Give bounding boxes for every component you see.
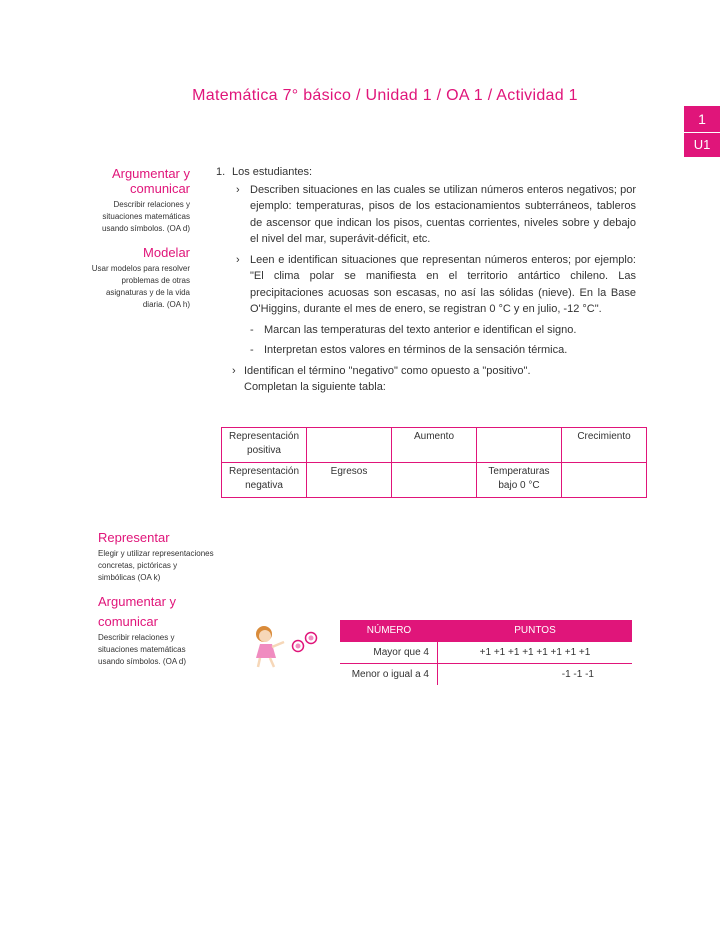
dash-icon: - xyxy=(250,323,254,336)
bullet-item xyxy=(216,182,636,248)
bullet-text: Leen e identifican situaciones que representan números enteros; por ejemplo: "El clima polar se manifiesta en el territorio antártico chileno. Las precipitaciones acuosas son escasas, no así las sólidas (nieve). En la Base O'Higgins, durante el mes de enero, se registran 0 °C y en julio, -12 °C". xyxy=(250,253,636,315)
skill-description: Describir relaciones y situaciones matemáticas usando símbolos. (OA d) xyxy=(98,633,187,666)
sub-item xyxy=(216,322,636,339)
table-header xyxy=(340,620,632,642)
skill-heading: Argumentar y comunicar xyxy=(111,166,190,196)
activity-content xyxy=(216,164,636,396)
skill-heading: Argumentar y comunicar xyxy=(98,594,177,629)
table-cell: Crecimiento xyxy=(562,428,647,463)
unit-tab-label: U1 xyxy=(693,137,711,152)
chevron-right-icon: › xyxy=(232,364,236,377)
page-title: Matemática 7° básico / Unidad 1 / OA 1 / Actividad 1 xyxy=(192,87,578,104)
item-text: Los estudiantes: xyxy=(232,166,313,178)
table-cell: +1 +1 +1 +1 +1 +1 +1 +1 xyxy=(479,647,591,658)
table-row xyxy=(340,642,632,664)
table-cell: Mayor que 4 xyxy=(340,642,438,663)
table-cell xyxy=(307,428,392,463)
bullet-text: Completan la siguiente tabla: xyxy=(244,381,386,393)
table-cell: Representación negativa xyxy=(222,463,307,498)
skill-description: Usar modelos para resolver problemas de otras asignaturas y de la vida diaria. (OA h) xyxy=(91,264,190,309)
item-number: 1. xyxy=(216,166,226,178)
table-cell: Temperaturas bajo 0 °C xyxy=(477,463,562,498)
sub-item xyxy=(216,342,636,359)
table-cell xyxy=(392,463,477,498)
table-cell: -1 -1 -1 xyxy=(561,669,594,680)
bullet-text: Describen situaciones en las cuales se utilizan números enteros negativos; por ejemplo: temperaturas, pisos de los estacionamientos subterráneos, tableros de ascensor que indican los pisos, cuentas corrientes, niveles sobre y debajo el nivel del mar, superávit-déficit, etc. xyxy=(250,183,636,245)
skill-description: Elegir y utilizar representaciones concretas, pictóricas y simbólicas (OA k) xyxy=(98,549,214,582)
table-cell: Egresos xyxy=(307,463,392,498)
table-cell: Aumento xyxy=(392,428,477,463)
table-cell: Representación positiva xyxy=(222,428,307,463)
column-header: NÚMERO xyxy=(366,625,412,636)
points-table xyxy=(340,620,632,685)
chevron-right-icon: › xyxy=(236,183,240,196)
sidebar-skills-bottom xyxy=(98,528,214,676)
bullet-item xyxy=(216,252,636,318)
chevron-right-icon: › xyxy=(236,253,240,266)
bullet-item xyxy=(216,363,636,396)
table-cell xyxy=(477,428,562,463)
skill-description: Describir relaciones y situaciones matemáticas usando símbolos. (OA d) xyxy=(101,200,190,233)
sidebar-skills-top xyxy=(86,166,190,321)
sub-text: Interpretan estos valores en términos de la sensación térmica. xyxy=(264,344,568,356)
representation-table xyxy=(221,427,647,498)
unit-tab-number: 1 xyxy=(684,106,720,133)
unit-tab xyxy=(684,106,720,157)
girl-playing-illustration xyxy=(250,620,320,670)
skill-heading: Modelar xyxy=(143,245,190,260)
dash-icon: - xyxy=(250,344,254,356)
bullet-text: Identifican el término "negativo" como opuesto a "positivo". xyxy=(244,364,531,377)
table-row xyxy=(222,463,647,498)
table-cell xyxy=(562,463,647,498)
list-item xyxy=(216,164,636,181)
table-row xyxy=(222,428,647,463)
table-cell: Menor o igual a 4 xyxy=(340,664,438,685)
table-row xyxy=(340,664,632,685)
sub-text: Marcan las temperaturas del texto anterior e identifican el signo. xyxy=(264,323,577,336)
column-header: PUNTOS xyxy=(514,625,556,636)
skill-heading: Representar xyxy=(98,530,170,545)
